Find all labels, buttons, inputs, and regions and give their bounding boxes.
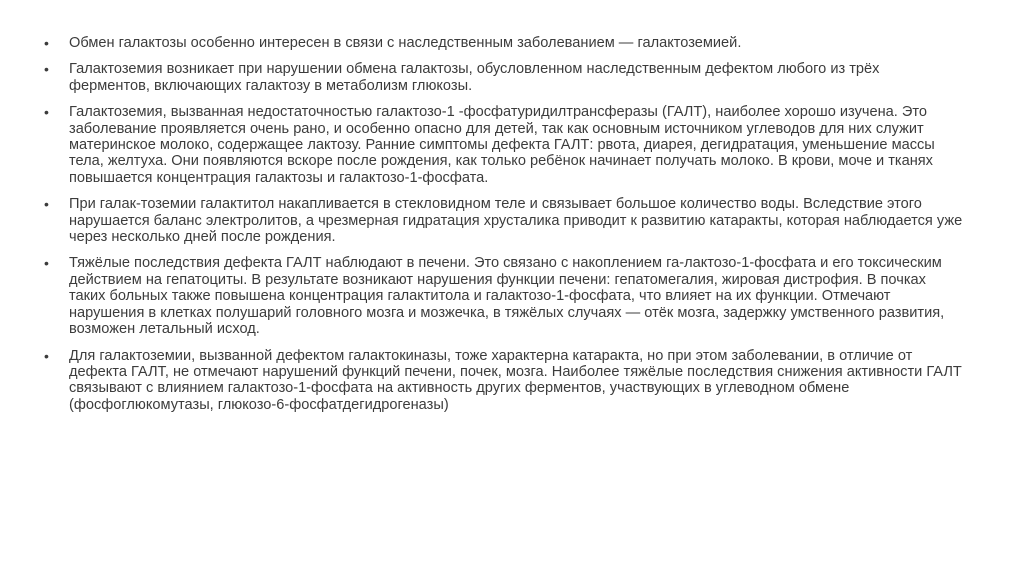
- bullet-icon: •: [44, 104, 49, 121]
- bullet-item-1: [44, 35, 964, 51]
- bullet-item-3: [44, 104, 964, 186]
- bullet-icon: •: [44, 61, 49, 78]
- bullet-text: Галактоземия возникает при нарушении обмена галактозы, обусловленном наследственным дефектом любого из трёх ферментов, включающих галактозу в метаболизм глюкозы.: [69, 61, 880, 94]
- bullet-item-5: [44, 255, 964, 337]
- bullet-icon: •: [44, 196, 49, 213]
- bullet-text: Тяжёлые последствия дефекта ГАЛТ наблюдают в печени. Это связано с накоплением га-лактозо-1-фосфата и его токсическим действием на гепатоциты. В результате возникают нарушения функции печени: гепатомегалия, жировая дистрофия. В почках таких больных также повышена концентрация галактитола и галактозо-1-фосфата, что влияет на их функции. Отмечают нарушения в клетках полушарий головного мозга и мозжечка, в тяжёлых случаях — отёк мозга, задержку умственного развития, возможен летальный исход.: [69, 255, 945, 338]
- bullet-icon: •: [44, 347, 49, 364]
- bullet-item-4: [44, 196, 964, 245]
- bullet-item-2: [44, 61, 964, 94]
- bullet-text: Обмен галактозы особенно интересен в связи с наследственным заболеванием — галактоземией.: [69, 35, 742, 51]
- bullet-item-6: [44, 348, 964, 414]
- bullet-text: При галак-тоземии галактитол накапливается в стекловидном теле и связывает большое количество воды. Вследствие этого нарушается баланс электролитов, а чрезмерная гидратация хрусталика приводит к развитию катаракты, которая наблюдается уже через несколько дней после рождения.: [69, 196, 963, 246]
- bullet-icon: •: [44, 255, 49, 272]
- bullet-text: Для галактоземии, вызванной дефектом галактокиназы, тоже характерна катаракта, но при этом заболевании, в отличие от дефекта ГАЛТ, не отмечают нарушений функций печени, почек, мозга. Наиболее тяжёлые последствия снижения активности ГАЛТ связывают с влиянием галактозо-1-фосфата на активность других ферментов, участвующих в углеводном обмене (фосфоглюкомутазы, глюкозо-6-фосфатдегидрогеназы): [69, 347, 962, 413]
- bullet-list: [44, 35, 964, 423]
- bullet-text: Галактоземия, вызванная недостаточностью галактозо-1 -фосфатуридилтрансферазы (ГАЛТ), наиболее хорошо изучена. Это заболевание проявляется очень рано, и особенно опасно для детей, так как основным источником углеводов для них служит материнское молоко, содержащее лактозу. Ранние симптомы дефекта ГАЛТ: рвота, диарея, дегидратация, уменьшение массы тела, желтуха. Они появляются вскоре после рождения, как только ребёнок начинает получать молоко. В крови, моче и тканях повышается концентрация галактозы и галактозо-1-фосфата.: [69, 104, 935, 186]
- bullet-icon: •: [44, 35, 49, 51]
